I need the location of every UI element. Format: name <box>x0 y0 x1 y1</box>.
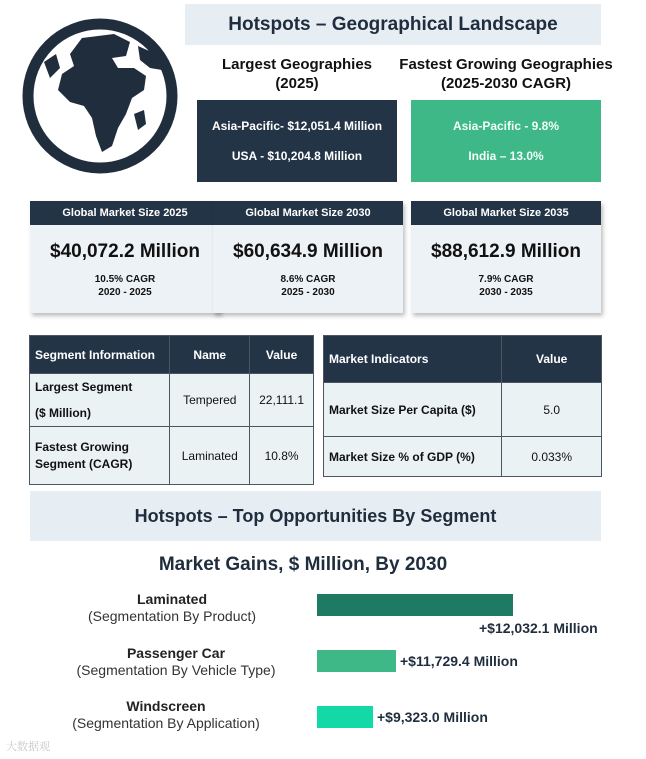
segment-label-line: Fastest Growing <box>35 439 130 454</box>
segment-label-line: Largest Segment <box>35 380 133 394</box>
fastest-geographies-box <box>411 100 601 182</box>
opportunity-value-label: +$12,032.1 Million <box>479 620 598 636</box>
segment-name: Laminated <box>170 427 250 485</box>
card-value: $40,072.2 Million <box>50 241 200 262</box>
opportunity-segmentation: (Segmentation By Product) <box>87 608 257 624</box>
opportunities-heading: Hotspots – Top Opportunities By Segment <box>30 491 601 541</box>
fastest-geographies-heading <box>391 55 621 93</box>
table-row <box>324 383 602 437</box>
largest-geographies-box <box>197 100 397 182</box>
indicator-value: 5.0 <box>502 383 602 437</box>
segment-label-line: Segment (CAGR) <box>35 456 133 471</box>
watermark: 大数据观 <box>6 741 50 753</box>
market-size-card-2025 <box>30 201 220 313</box>
page-title: Hotspots – Geographical Landscape <box>185 4 601 45</box>
card-heading: Global Market Size 2025 <box>30 201 220 225</box>
indicator-value: 0.033% <box>502 437 602 477</box>
opportunity-name: Windscreen <box>126 698 206 714</box>
card-value: $60,634.9 Million <box>233 241 383 262</box>
opportunity-value-label: +$11,729.4 Million <box>400 653 518 669</box>
opportunity-name: Laminated <box>136 591 207 607</box>
opportunity-label <box>36 698 296 732</box>
table-header-row <box>30 336 314 374</box>
largest-geo-item: USA - $10,204.8 Million <box>231 149 363 163</box>
largest-geographies-heading <box>197 55 397 93</box>
fastest-geo-item: Asia-Pacific - 9.8% <box>452 119 560 133</box>
opportunity-name: Passenger Car <box>126 645 226 661</box>
largest-geographies-year: (2025) <box>275 75 319 92</box>
card-period: 2025 - 2030 <box>281 287 335 298</box>
card-cagr: 7.9% CAGR <box>478 274 534 285</box>
fastest-geographies-period: (2025-2030 CAGR) <box>440 75 572 92</box>
column-header: Value <box>502 336 602 383</box>
segment-value: 10.8% <box>250 427 314 485</box>
largest-geographies-title: Largest Geographies <box>221 56 373 73</box>
table-row <box>324 437 602 477</box>
card-value: $88,612.9 Million <box>431 241 581 262</box>
segment-value: 22,111.1 <box>250 374 314 427</box>
card-heading: Global Market Size 2030 <box>213 201 403 225</box>
opportunity-label <box>46 645 306 679</box>
indicator-label: Market Size Per Capita ($) <box>324 383 502 437</box>
column-header: Segment Information <box>30 336 170 374</box>
column-header: Value <box>250 336 314 374</box>
market-size-card-2030 <box>213 201 403 313</box>
column-header: Market Indicators <box>324 336 502 383</box>
fastest-geographies-title: Fastest Growing Geographies <box>399 56 613 73</box>
indicator-label: Market Size % of GDP (%) <box>324 437 502 477</box>
market-indicators-table <box>323 335 602 477</box>
card-period: 2030 - 2035 <box>479 287 533 298</box>
market-gains-title: Market Gains, $ Million, By 2030 <box>158 554 448 575</box>
table-row <box>30 427 314 485</box>
segment-name: Tempered <box>170 374 250 427</box>
column-header: Name <box>170 336 250 374</box>
segment-label-line: ($ Million) <box>35 406 91 420</box>
opportunity-value-label: +$9,323.0 Million <box>377 709 488 725</box>
card-cagr: 10.5% CAGR <box>94 274 156 285</box>
market-size-card-2035 <box>411 201 601 313</box>
segment-information-table <box>29 335 314 485</box>
segment-label <box>30 427 170 485</box>
table-header-row <box>324 336 602 383</box>
opportunity-bar <box>317 706 373 728</box>
card-heading: Global Market Size 2035 <box>411 201 601 225</box>
opportunity-bar <box>317 594 513 616</box>
largest-geo-item: Asia-Pacific- $12,051.4 Million <box>211 119 383 133</box>
opportunity-bar <box>317 650 396 672</box>
opportunity-segmentation: (Segmentation By Vehicle Type) <box>76 662 276 678</box>
segment-label <box>30 374 170 427</box>
card-cagr: 8.6% CAGR <box>280 274 336 285</box>
fastest-geo-item: India – 13.0% <box>468 149 544 163</box>
globe-icon <box>22 18 178 174</box>
card-period: 2020 - 2025 <box>98 287 152 298</box>
table-row <box>30 374 314 427</box>
opportunity-label <box>42 591 302 625</box>
opportunity-segmentation: (Segmentation By Application) <box>72 715 260 731</box>
